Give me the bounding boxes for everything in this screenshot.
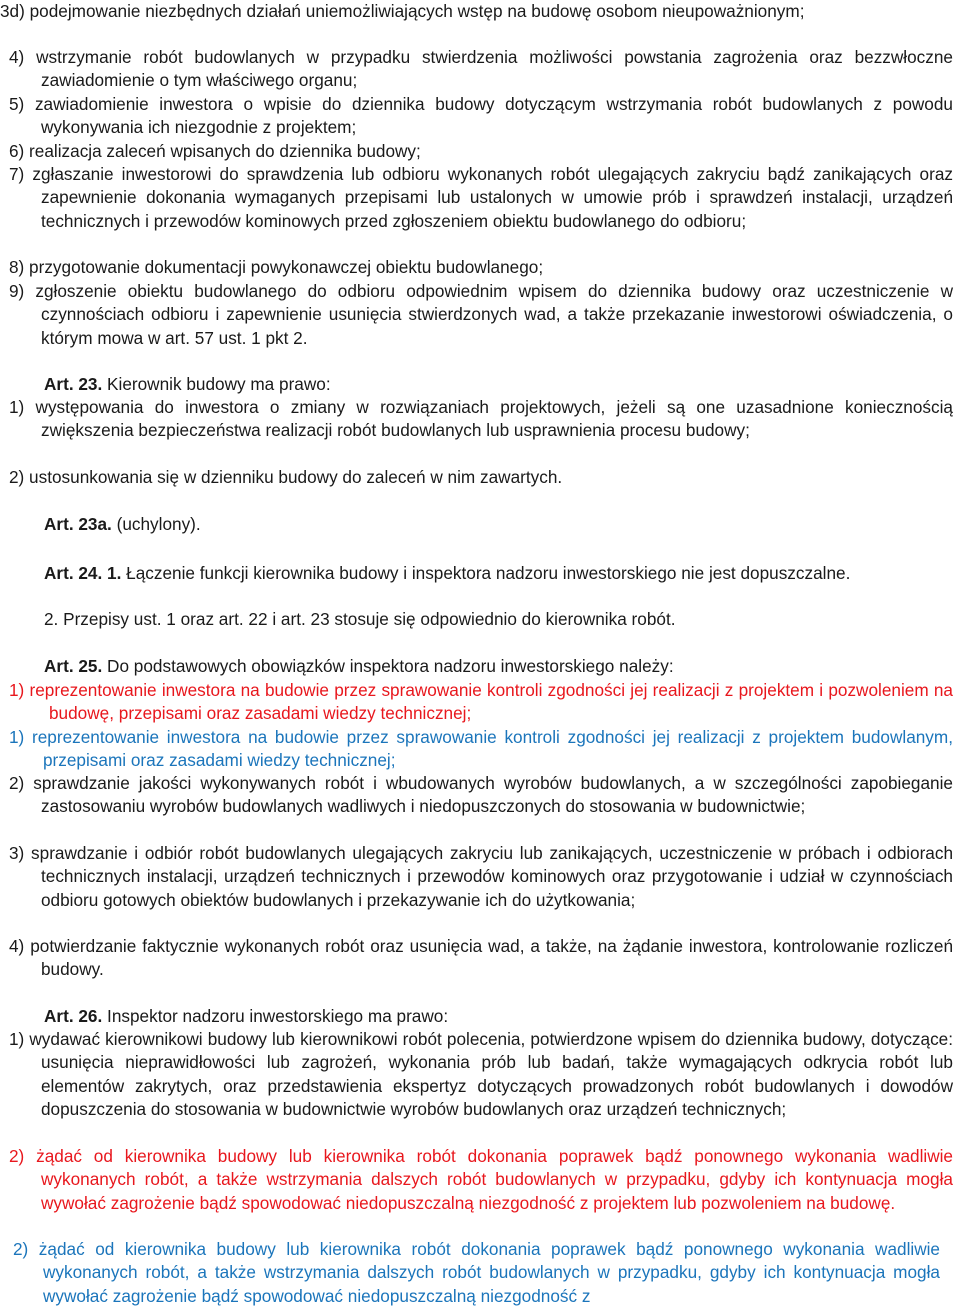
art-25-item-4: 4) potwierdzanie faktycznie wykonanych robót oraz usunięcia wad, a także, na żądanie inwestora, kontrolowanie rozliczeń budowy. [9,936,953,980]
art-25-intro: Do podstawowych obowiązków inspektora nadzoru inwestorskiego należy: [102,656,674,676]
list-item-5: 5) zawiadomienie inwestora o wpisie do dziennika budowy dotyczącym wstrzymania robót budowlanych z powodu wykonywania ich niezgodnie z projektem; [9,94,953,138]
list-item-3d: 3d) podejmowanie niezbędnych działań uniemożliwiających wstęp na budowę osobom nieupoważnionym; [0,1,805,21]
art-25-item-2: 2) sprawdzanie jakości wykonywanych robót i wbudowanych wyrobów budowlanych, a w szczególności zapobieganie zastosowaniu wyrobów budowlanych wadliwych i niedopuszczonych do stosowania w budownictwie; [9,773,953,817]
art-24-para-1 [0,562,953,585]
art-23a-line [44,513,201,536]
art-25-heading-line [44,655,674,678]
art-26-item-2-red: 2) żądać od kierownika budowy lub kierownika robót dokonania poprawek bądź ponownego wykonania wadliwie wykonanych robót, a także wstrzymania dalszych robót budowlanych w przypadku, gdyby ich kontynuacja mogła wywołać zagrożenie bądź spowodować niedopuszczalną niezgodność z projektem lub pozwoleniem na budowę. [9,1146,953,1213]
art-23-heading-line [44,373,331,396]
art-24-p1-num: 1. [102,563,122,583]
art-23a-heading: Art. 23a. [44,514,112,534]
art-25-item-1-red: 1) reprezentowanie inwestora na budowie przez sprawowanie kontroli zgodności jej realizacji z projektem i pozwoleniem na budowę, przepisami oraz zasadami wiedzy technicznej; [9,680,953,724]
art-23-item-2: 2) ustosunkowania się w dzienniku budowy do zaleceń w nim zawartych. [9,467,563,487]
art-26-item-2-blue: 2) żądać od kierownika budowy lub kierownika robót dokonania poprawek bądź ponownego wykonania wadliwie wykonanych robót, a także wstrzymania dalszych robót budowlanych w przypadku, gdyby ich kontynuacja mogła wywołać zagrożenie bądź spowodować niedopuszczalną niezgodność z [13,1239,940,1306]
art-23-item-1: 1) występowania do inwestora o zmiany w rozwiązaniach projektowych, jeżeli są one uzasadnione koniecznością zwiększenia bezpieczeństwa realizacji robót budowlanych lub usprawnienia procesu budowy; [9,397,953,441]
art-25-heading: Art. 25. [44,656,103,676]
art-26-item-1: 1) wydawać kierownikowi budowy lub kierownikowi robót polecenia, potwierdzone wpisem do dziennika budowy, dotyczące: usunięcia nieprawidłowości lub zagrożeń, wykonania prób lub badań, także wymagających odkrycia robót lub elementów zakrytych, oraz przedstawienia ekspertyz dotyczących prowadzonych robót budowlanych i dowodów dopuszczenia do stosowania w budownictwie wyrobów budowlanych oraz urządzeń technicznych; [9,1029,953,1120]
art-24-para-2: 2. Przepisy ust. 1 oraz art. 22 i art. 23 stosuje się odpowiednio do kierownika robót. [44,609,676,629]
list-item-4: 4) wstrzymanie robót budowlanych w przypadku stwierdzenia możliwości powstania zagrożenia oraz bezzwłoczne zawiadomienie o tym właściwego organu; [9,47,953,91]
art-26-heading-line [44,1005,448,1028]
art-25-item-3: 3) sprawdzanie i odbiór robót budowlanych ulegających zakryciu lub zanikających, uczestniczenie w próbach i odbiorach technicznych instalacji, urządzeń technicznych i przewodów kominowych oraz przygotowanie i udział w czynnościach odbioru gotowych obiektów budowlanych i przekazywanie ich do użytkowania; [9,843,953,910]
list-item-9: 9) zgłoszenie obiektu budowlanego do odbioru odpowiednim wpisem do dziennika budowy oraz uczestniczenie w czynnościach odbioru i zapewnienie usunięcia stwierdzonych wad, a także przekazanie inwestorowi oświadczenia, o którym mowa w art. 57 ust. 1 pkt 2. [9,281,953,348]
list-item-7: 7) zgłaszanie inwestorowi do sprawdzenia lub odbioru wykonanych robót ulegających zakryciu bądź zanikających oraz zapewnienie dokonania wymaganych przepisami lub ustalonych w umowie prób i sprawdzeń instalacji, urządzeń technicznych i przewodów kominowych przed zgłoszeniem obiektu budowlanego do odbioru; [9,164,953,231]
art-25-item-1-blue: 1) reprezentowanie inwestora na budowie przez sprawowanie kontroli zgodności jej realizacji z projektem budowlanym, przepisami oraz zasadami wiedzy technicznej; [9,727,953,771]
art-24-p1-text: Łączenie funkcji kierownika budowy i inspektora nadzoru inwestorskiego nie jest dopuszczalne. [121,563,851,583]
art-23-heading: Art. 23. [44,374,103,394]
art-26-intro: Inspektor nadzoru inwestorskiego ma prawo: [102,1006,449,1026]
art-26-heading: Art. 26. [44,1006,103,1026]
art-23a-text: (uchylony). [111,514,201,534]
list-item-8: 8) przygotowanie dokumentacji powykonawczej obiektu budowlanego; [9,257,544,277]
art-23-intro: Kierownik budowy ma prawo: [102,374,331,394]
art-24-heading: Art. 24. [44,563,103,583]
list-item-6: 6) realizacja zaleceń wpisanych do dziennika budowy; [9,141,421,161]
